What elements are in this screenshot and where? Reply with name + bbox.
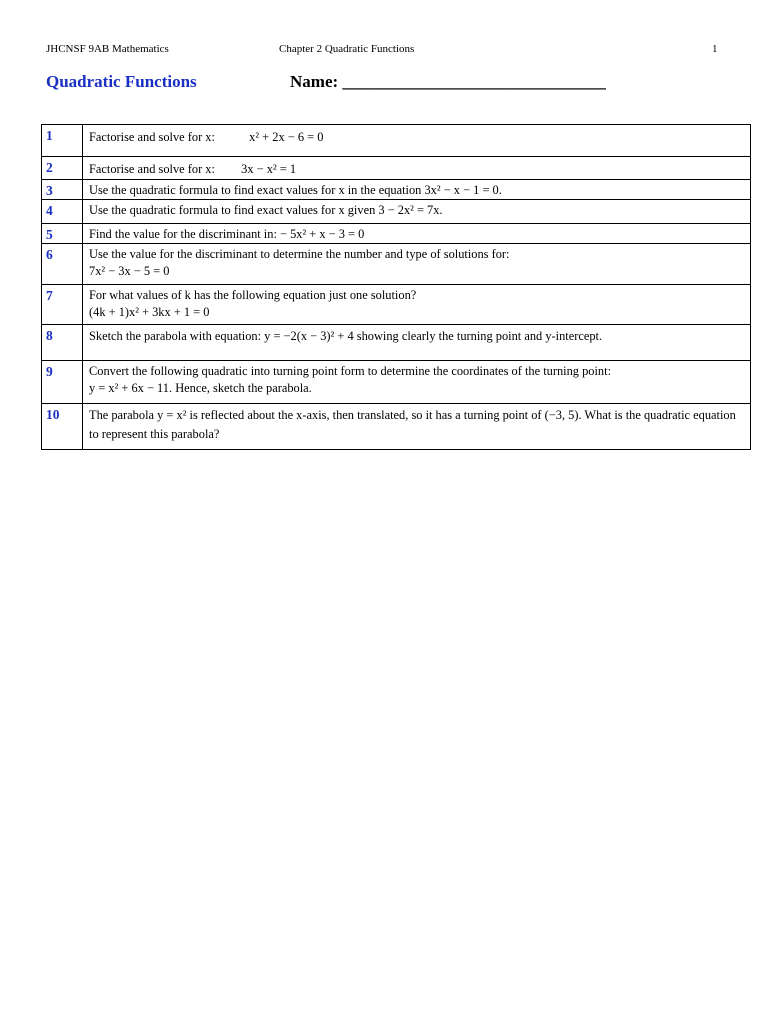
- question-equation: y = x² + 6x − 11.: [89, 381, 173, 395]
- header-page-number: 1: [712, 43, 718, 55]
- question-text: For what values of k has the following equation just one solution?: [89, 288, 417, 302]
- header-course: JHCNSF 9AB Mathematics: [46, 43, 169, 55]
- question-equation: − 5x² + x − 3 = 0: [280, 227, 365, 241]
- question-text: Use the value for the discriminant to determine the number and type of solutions for:: [89, 247, 510, 261]
- question-text: Find the value for the discriminant in:: [89, 227, 277, 241]
- header-chapter: Chapter 2 Quadratic Functions: [279, 43, 415, 55]
- question-text-continued: Hence, sketch the parabola.: [175, 381, 312, 395]
- question-row: [42, 125, 751, 157]
- question-number: 8: [42, 325, 83, 361]
- question-text: Factorise and solve for x:: [89, 130, 215, 144]
- question-number: 2: [42, 157, 83, 180]
- name-field[interactable]: Name: _______________________________: [290, 72, 606, 91]
- question-equation: 3 − 2x² = 7x.: [378, 203, 443, 217]
- question-row: [42, 200, 751, 224]
- question-equation: y = x²: [157, 408, 187, 422]
- question-number: 6: [42, 244, 83, 285]
- worksheet-title: Quadratic Functions: [46, 72, 197, 91]
- question-number: 5: [42, 224, 83, 244]
- question-row: [42, 157, 751, 180]
- question-number: 9: [42, 361, 83, 404]
- question-row: [42, 180, 751, 200]
- question-row: [42, 285, 751, 325]
- question-row: [42, 244, 751, 285]
- question-equation: y = −2(x − 3)² + 4: [264, 329, 354, 343]
- question-text: Factorise and solve for x:: [89, 162, 215, 176]
- question-equation: 3x − x² = 1: [241, 162, 297, 176]
- question-number: 10: [42, 404, 83, 450]
- questions-table: [41, 124, 751, 450]
- question-text: Sketch the parabola with equation:: [89, 329, 262, 343]
- question-text-continued: is reflected about the x-axis, then translated, so it has a turning point of (−3, 5). What is the quadratic equation to represent this parabola?: [89, 408, 736, 441]
- question-row: [42, 325, 751, 361]
- question-row: [42, 224, 751, 244]
- question-number: 1: [42, 125, 83, 157]
- question-row: [42, 404, 751, 450]
- question-text: The parabola: [89, 408, 155, 422]
- question-text: Use the quadratic formula to find exact values for x in the equation: [89, 183, 422, 197]
- question-text: Convert the following quadratic into turning point form to determine the coordinates of the turning point:: [89, 364, 612, 378]
- question-equation: 7x² − 3x − 5 = 0: [89, 264, 170, 278]
- question-text-continued: showing clearly the turning point and y-intercept.: [356, 329, 603, 343]
- question-text: Use the quadratic formula to find exact values for x given: [89, 203, 376, 217]
- question-equation: 3x² − x − 1 = 0.: [424, 183, 502, 197]
- question-equation: x² + 2x − 6 = 0: [249, 130, 324, 144]
- question-number: 3: [42, 180, 83, 200]
- question-number: 7: [42, 285, 83, 325]
- question-row: [42, 361, 751, 404]
- question-number: 4: [42, 200, 83, 224]
- question-equation: (4k + 1)x² + 3kx + 1 = 0: [89, 305, 210, 319]
